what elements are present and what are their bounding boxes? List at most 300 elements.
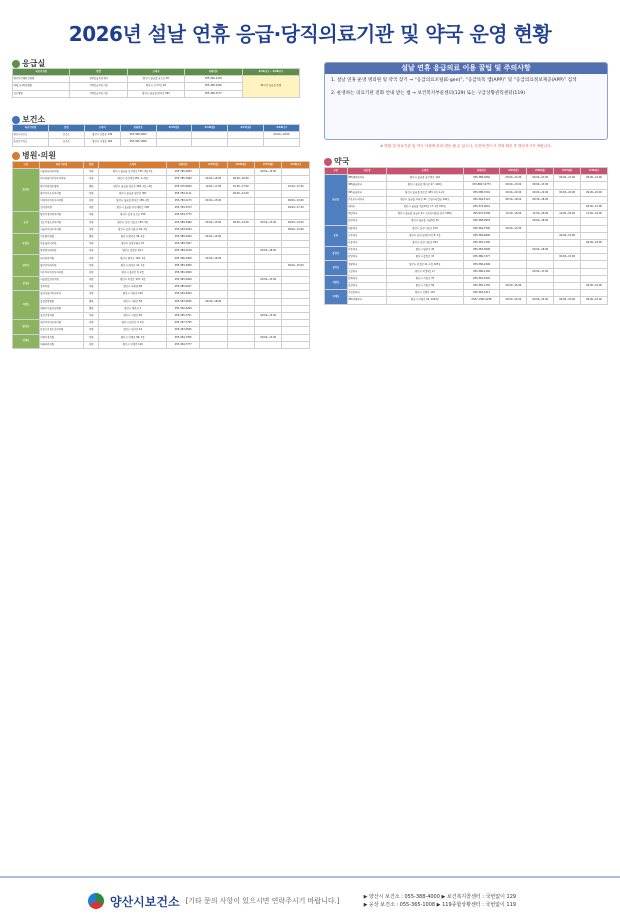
- table-cell: 10:00~17:00: [282, 183, 310, 190]
- group-label: 중앙동: [325, 247, 348, 261]
- hospital-icon: [12, 152, 20, 160]
- table-cell: [227, 327, 254, 334]
- table-cell: 양산시 북정4길 17: [387, 268, 463, 275]
- table-cell: 이주약국: [347, 247, 387, 254]
- table-cell: [227, 205, 254, 212]
- table-cell: 웅상가정의원: [39, 312, 84, 319]
- table-cell: 09:00~18:00: [527, 218, 554, 225]
- table-row: [325, 283, 608, 290]
- table-cell: 양산시 물금읍 새보10길 17, 1층 105호: [387, 203, 463, 210]
- table-row: [13, 327, 310, 334]
- column-header: 2/15(일): [200, 162, 227, 169]
- footer-contact-2: ▶ 웅상 보건소 : 055-365-1008 ▶ 119종합상황센터 : 국번없이 119: [363, 902, 516, 908]
- table-cell: 아동클리닉의원: [39, 241, 84, 248]
- table-cell: 아이리움이비인후과의원: [39, 176, 84, 183]
- table-cell: 양산시 물금읍 범오로 453, 1층 1,2호: [387, 189, 463, 196]
- table-cell: 09:00~22:00: [500, 189, 527, 196]
- table-cell: 양산시 덕계로 116: [99, 341, 167, 348]
- table-cell: 의원: [84, 248, 99, 255]
- table-cell: 의원: [84, 262, 99, 269]
- table-cell: [227, 269, 254, 276]
- table-cell: 055-388-4000: [120, 132, 156, 139]
- table-cell: [200, 169, 227, 176]
- table-cell: 권역응급의료센터: [70, 76, 127, 83]
- hospitals-table: [12, 161, 310, 349]
- table-cell: [227, 233, 254, 240]
- column-header: 2/17(화): [228, 125, 264, 132]
- column-header: 2/18(수): [282, 162, 310, 169]
- table-cell: [227, 320, 254, 327]
- table-row: [13, 176, 310, 183]
- table-cell: [227, 197, 254, 204]
- table-cell: [282, 248, 310, 255]
- table-cell: 양산시 물금읍 청운로 369, 1층~4층: [99, 183, 167, 190]
- table-cell: 055-784-1111: [167, 190, 200, 197]
- table-cell: 09:00~13:00: [227, 219, 254, 226]
- table-cell: [527, 232, 554, 239]
- table-cell: 서울하나내과의원: [39, 169, 84, 176]
- table-cell: 보건소: [48, 132, 84, 139]
- table-cell: [554, 268, 581, 275]
- table-cell: 055-366-1000: [167, 255, 200, 262]
- table-cell: [581, 247, 608, 254]
- group-label: 서창동: [13, 291, 40, 320]
- table-cell: 10:00~16:00: [554, 211, 581, 218]
- table-cell: [200, 241, 227, 248]
- table-cell: 055-386-2299: [463, 261, 500, 268]
- table-cell: 소망약국: [347, 268, 387, 275]
- tip-1: 1. 설날 연휴 운영 병의원 및 약국 찾기 → “응급의료포털(E-gen)”, “응급똑똑 앱(APP)” 및 “응급의료정보제공(APP)” 검색: [331, 78, 577, 83]
- table-cell: [227, 291, 254, 298]
- table-cell: 사송약국: [347, 239, 387, 246]
- table-cell: 055-364-2200: [167, 291, 200, 298]
- table-cell: 055-783-1175: [167, 197, 200, 204]
- table-cell: 055-383-9996: [463, 247, 500, 254]
- table-cell: 양산시 물금읍 범어로 185, 2층: [99, 197, 167, 204]
- table-cell: 의원: [84, 241, 99, 248]
- footer-contacts: [364, 893, 516, 909]
- table-cell: 09:00~22:00: [500, 297, 527, 304]
- table-cell: 09:00~21:00: [554, 175, 581, 182]
- table-cell: 055-385-0017: [167, 284, 200, 291]
- table-cell: [200, 226, 227, 233]
- column-header: 2/15(일): [156, 125, 192, 132]
- table-cell: [554, 275, 581, 282]
- table-cell: 의원: [84, 205, 99, 212]
- table-cell: [554, 239, 581, 246]
- table-cell: 의원: [84, 255, 99, 262]
- table-cell: [200, 341, 227, 348]
- table-cell: 양산시 중앙로 16-1: [99, 248, 167, 255]
- table-cell: 정광약국: [347, 261, 387, 268]
- table-cell: [282, 312, 310, 319]
- table-cell: [255, 205, 282, 212]
- table-cell: 055-364-7777: [167, 341, 200, 348]
- table-cell: 양산시 양주로 45: [387, 247, 463, 254]
- table-cell: 중앙약국: [347, 218, 387, 225]
- table-cell: 09:00~18:00: [264, 132, 300, 139]
- table-cell: [554, 196, 581, 203]
- table-cell: 백합약국: [347, 211, 387, 218]
- table-cell: 양산시 덕계로 115: [387, 290, 463, 297]
- table-cell: [581, 290, 608, 297]
- table-cell: 양산시 동면 남양산1길 8, 1층: [387, 232, 463, 239]
- table-cell: 055-363-7200: [463, 239, 500, 246]
- table-cell: [282, 233, 310, 240]
- table-cell: 365덕계약국: [347, 297, 387, 304]
- table-cell: [581, 225, 608, 232]
- table-cell: 덕계가정의원: [39, 334, 84, 341]
- pharmacy-heading: [324, 156, 349, 167]
- table-cell: [227, 212, 254, 219]
- table-cell: [282, 176, 310, 183]
- table-cell: [282, 190, 310, 197]
- table-cell: 신우약국: [347, 232, 387, 239]
- column-header: 의료기관명: [13, 125, 49, 132]
- table-cell: [554, 182, 581, 189]
- table-cell: 055-389-1000: [167, 233, 200, 240]
- table-cell: 양산시 물금읍 범어로 563: [127, 90, 184, 97]
- table-cell: 양산시 서창로 120: [99, 291, 167, 298]
- group-label: 평산동: [13, 320, 40, 334]
- table-row: [325, 254, 608, 261]
- table-cell: 09:00~22:00: [581, 297, 608, 304]
- table-cell: [255, 241, 282, 248]
- table-cell: 중앙약국: [347, 254, 387, 261]
- table-cell: 055-380-3177: [185, 90, 242, 97]
- table-cell: [227, 255, 254, 262]
- table-cell: [282, 241, 310, 248]
- table-cell: 양산시 동면 금오로 255: [99, 212, 167, 219]
- table-cell: 의원: [84, 277, 99, 284]
- table-row: [13, 190, 310, 197]
- table-cell: [500, 268, 527, 275]
- table-cell: 김소아청소년과의원: [39, 219, 84, 226]
- table-cell: [255, 226, 282, 233]
- table-row: [13, 183, 310, 190]
- table-cell: [500, 275, 527, 282]
- page-title: 2026년 설날 연휴 응급·당직의료기관 및 약국 운영 현황: [68, 22, 552, 46]
- table-cell: 09:00~18:00: [255, 248, 282, 255]
- table-cell: 09:00~13:00: [200, 197, 227, 204]
- table-row: [13, 305, 310, 312]
- table-cell: 09:00~15:00: [500, 283, 527, 290]
- table-cell: 055-380-2300: [185, 83, 242, 90]
- table-cell: 055-367-0505: [167, 327, 200, 334]
- table-cell: 055-365-1008: [120, 139, 156, 146]
- table-row: [13, 139, 300, 146]
- table-cell: 09:00~15:00: [255, 169, 282, 176]
- table-cell: 양산주내과의원: [39, 262, 84, 269]
- table-cell: [581, 232, 608, 239]
- table-cell: 09:00~13:00: [255, 334, 282, 341]
- group-label: 양주동: [13, 255, 40, 277]
- table-cell: 의원: [84, 320, 99, 327]
- table-cell: [255, 190, 282, 197]
- table-cell: 이재석이비인후과의원: [39, 197, 84, 204]
- table-cell: 055-364-2723: [463, 196, 500, 203]
- table-cell: 09:00~21:00: [527, 175, 554, 182]
- table-cell: 양산시 물금읍 서들8길 32: [387, 218, 463, 225]
- table-cell: 양산시보건소: [13, 132, 49, 139]
- table-cell: 12:00~16:00: [500, 211, 527, 218]
- table-cell: [581, 218, 608, 225]
- table-cell: 양산시 중부로 3, 2층: [99, 269, 167, 276]
- table-cell: [227, 226, 254, 233]
- footer-org: 양산시보건소: [110, 894, 180, 909]
- table-row: [13, 226, 310, 233]
- table-cell: 건강한약국: [347, 290, 387, 297]
- table-cell: 09:00~13:00: [527, 268, 554, 275]
- table-cell: [282, 341, 310, 348]
- table-row: [13, 205, 310, 212]
- table-cell: [156, 132, 192, 139]
- table-cell: 09:00~15:00: [581, 203, 608, 210]
- table-cell: 09:00~13:00: [255, 277, 282, 284]
- table-cell: [264, 139, 300, 146]
- table-cell: [554, 225, 581, 232]
- table-cell: 09:00~18:00: [200, 298, 227, 305]
- table-cell: 양산시 서창로 65: [99, 312, 167, 319]
- table-cell: 08:30~18:00: [527, 196, 554, 203]
- column-header: 전화번호: [185, 69, 242, 76]
- table-cell: [255, 284, 282, 291]
- table-cell: 055-783-3373: [167, 205, 200, 212]
- footer: [0, 876, 620, 924]
- table-cell: [527, 203, 554, 210]
- table-cell: 웅상중앙병원: [39, 298, 84, 305]
- table-cell: 055-386-2100: [463, 268, 500, 275]
- column-header: 전화번호: [463, 168, 500, 175]
- table-cell: 365행복한약국: [347, 175, 387, 182]
- table-row: [325, 290, 608, 297]
- table-cell: [200, 269, 227, 276]
- table-cell: 055-365-7701: [167, 312, 200, 319]
- table-cell: 양산시 평산로 23: [99, 327, 167, 334]
- table-cell: 양산시 서창동 165: [84, 139, 120, 146]
- table-cell: 양산가정의학과의원: [39, 212, 84, 219]
- table-cell: [581, 254, 608, 261]
- table-cell: 양산시 물금읍 금오로 20: [127, 76, 184, 83]
- table-cell: 방정현내과의원: [39, 248, 84, 255]
- table-cell: 양산시 동면 사송로 150, 3층: [99, 219, 167, 226]
- table-row: [325, 218, 608, 225]
- table-cell: [192, 139, 228, 146]
- table-row: [13, 132, 300, 139]
- table-cell: 의원: [84, 219, 99, 226]
- tips-box: [324, 62, 608, 140]
- table-cell: 강북의원: [39, 284, 84, 291]
- table-cell: 09:00~17:30: [282, 205, 310, 212]
- table-cell: 웅상보건지소: [13, 139, 49, 146]
- column-header: 소재지: [99, 162, 167, 169]
- table-row: [325, 247, 608, 254]
- table-cell: [200, 205, 227, 212]
- table-cell: 양산아이소아과의원: [39, 190, 84, 197]
- table-cell: 09:00~14:00: [200, 233, 227, 240]
- health-center-icon: [12, 116, 20, 124]
- table-cell: 지역응급의료기관: [70, 83, 127, 90]
- table-cell: 의원: [84, 312, 99, 319]
- table-row: [325, 297, 608, 304]
- health-center-table: [12, 124, 300, 147]
- table-cell: 055-383-1009: [167, 277, 200, 284]
- table-cell: 09:00~15:00: [282, 262, 310, 269]
- table-cell: [200, 262, 227, 269]
- table-cell: [255, 298, 282, 305]
- table-cell: 09:00~13:00: [200, 219, 227, 226]
- group-label: 동면: [13, 212, 40, 234]
- column-header: 2/16(월): [227, 162, 254, 169]
- table-cell: [500, 261, 527, 268]
- emergency-icon: [12, 60, 20, 68]
- table-cell: [255, 233, 282, 240]
- table-cell: 양산시 중앙우회로 67: [99, 241, 167, 248]
- table-cell: 055-367-7755: [167, 320, 200, 327]
- table-cell: 055-785-7660: [167, 176, 200, 183]
- table-cell: 055-386-7277: [463, 254, 500, 261]
- table-cell: 양산시 동면 사송로 184: [387, 239, 463, 246]
- table-cell: [500, 203, 527, 210]
- tip-2: 2. 운영하는 의료기관 전화 안내 받는 법 → 보건복지부콜센터(129) 또는 구급상황관리센터(119): [331, 91, 525, 96]
- group-label: 동면: [325, 225, 348, 247]
- table-cell: [527, 290, 554, 297]
- column-header: 의료기관명: [39, 162, 84, 169]
- table-cell: 의원: [84, 190, 99, 197]
- table-cell: 08:30~18:00: [500, 196, 527, 203]
- table-cell: 양산시 서창로 59: [99, 298, 167, 305]
- column-header: 약국명: [347, 168, 387, 175]
- column-header: 2/15(일): [500, 168, 527, 175]
- table-row: [13, 76, 300, 83]
- table-cell: [527, 283, 554, 290]
- table-cell: [282, 298, 310, 305]
- table-cell: 055-384-7007: [167, 241, 200, 248]
- table-cell: 웅상약국: [347, 283, 387, 290]
- table-cell: [527, 225, 554, 232]
- table-cell: 양산이원전문병원: [39, 183, 84, 190]
- table-row: [325, 182, 608, 189]
- table-cell: 09:00~16:00: [227, 176, 254, 183]
- table-cell: 양산시 물금읍 범어로 27, 102호: [387, 182, 463, 189]
- table-cell: 의원: [84, 169, 99, 176]
- table-cell: [192, 132, 228, 139]
- column-header: 소재지: [127, 69, 184, 76]
- group-label: 덕계동: [325, 290, 348, 304]
- table-cell: 양산시 서창로 56: [387, 283, 463, 290]
- table-cell: 나비외과의원: [39, 255, 84, 262]
- table-cell: [282, 305, 310, 312]
- table-cell: 튼튼소아청소년과의원: [39, 327, 84, 334]
- column-header: 2/16(월): [527, 168, 554, 175]
- table-row: [13, 320, 310, 327]
- table-cell: 가온온누리약국: [347, 196, 387, 203]
- pharmacy-icon: [324, 158, 332, 166]
- table-cell: [554, 247, 581, 254]
- table-cell: 055-388-3650: [463, 175, 500, 182]
- table-cell: [255, 291, 282, 298]
- table-cell: [282, 320, 310, 327]
- table-cell: 병원: [84, 183, 99, 190]
- table-row: [325, 203, 608, 210]
- table-cell: 0507-1382-9238: [463, 297, 500, 304]
- table-cell: 09:00~13:00: [255, 219, 282, 226]
- group-label: 물금읍: [325, 175, 348, 225]
- table-cell: 의원: [84, 212, 99, 219]
- table-cell: 055-363-2020: [463, 275, 500, 282]
- table-cell: 양산부산대학교병원: [13, 76, 70, 83]
- column-header: 의료기관명: [13, 69, 70, 76]
- table-cell: [228, 132, 264, 139]
- table-cell: 09:00~21:00: [581, 175, 608, 182]
- column-header: 종별: [48, 125, 84, 132]
- table-cell: 의원: [84, 334, 99, 341]
- table-cell: 양산시 물금읍 물금로 21, 트리니티빌딩 상가 108호: [387, 211, 463, 218]
- table-cell: [500, 290, 527, 297]
- table-cell: 10:00~17:00: [227, 183, 254, 190]
- table-cell: [282, 255, 310, 262]
- table-cell: [500, 247, 527, 254]
- table-cell: [227, 262, 254, 269]
- column-header: 2/17(화): [255, 162, 282, 169]
- table-cell: 병원: [84, 233, 99, 240]
- table-cell: 09:00~15:00: [554, 254, 581, 261]
- table-row: [325, 189, 608, 196]
- table-cell: 09:00~21:00: [500, 175, 527, 182]
- column-header: 종별: [70, 69, 127, 76]
- table-cell: 양산시 신기5길 28: [127, 83, 184, 90]
- table-cell: [227, 334, 254, 341]
- table-cell: [554, 218, 581, 225]
- column-header: 2/16(월): [192, 125, 228, 132]
- table-cell: 이손양산병원: [39, 233, 84, 240]
- table-row: [325, 261, 608, 268]
- table-cell: 09:00~18:00: [527, 247, 554, 254]
- table-cell: [255, 197, 282, 204]
- table-cell: [581, 182, 608, 189]
- table-row: [13, 233, 310, 240]
- table-cell: 양산시 양주로 46, 2층: [99, 233, 167, 240]
- table-cell: 의원: [84, 327, 99, 334]
- footer-message: [기타 문의 사항이 있으시면 연락주시기 바랍니다.]: [185, 897, 340, 905]
- table-cell: 양산시 물금읍 증산역로 135, 4층-7호: [99, 169, 167, 176]
- table-row: [13, 197, 310, 204]
- table-cell: [581, 275, 608, 282]
- table-cell: 055-362-2200: [167, 305, 200, 312]
- table-cell: 055-364-7355: [167, 334, 200, 341]
- table-cell: 삼해약국: [347, 275, 387, 282]
- table-cell: 새약국: [347, 203, 387, 210]
- table-cell: [500, 239, 527, 246]
- hospitals-heading-label: 병원·의원: [22, 151, 56, 160]
- table-cell: [227, 169, 254, 176]
- column-header: 소재지: [84, 125, 120, 132]
- table-cell: 12:00~16:00: [581, 211, 608, 218]
- table-row: [13, 169, 310, 176]
- table-cell: [527, 254, 554, 261]
- hours-note: 24시간 응급실 운영: [242, 76, 299, 98]
- table-cell: [255, 305, 282, 312]
- table-cell: 양산시 평산로 3, 2층: [99, 320, 167, 327]
- table-cell: 055-365-1155: [463, 283, 500, 290]
- table-cell: [554, 283, 581, 290]
- table-row: [13, 298, 310, 305]
- column-header: 전화번호: [120, 125, 156, 132]
- table-cell: [282, 284, 310, 291]
- table-cell: [527, 261, 554, 268]
- table-cell: 09:00~13:00: [282, 197, 310, 204]
- group-label: 삼성동: [13, 277, 40, 291]
